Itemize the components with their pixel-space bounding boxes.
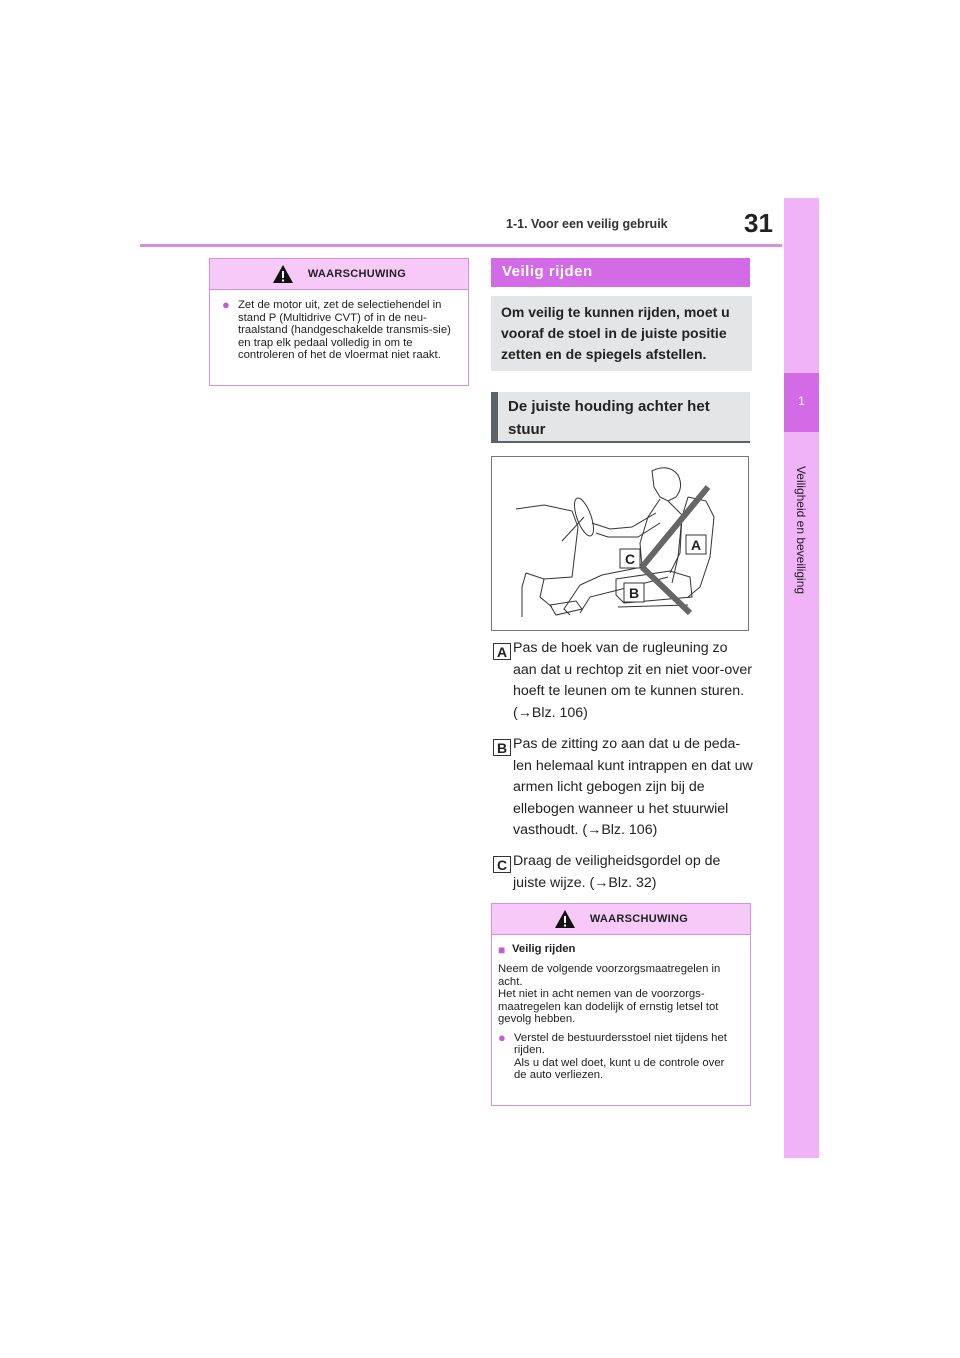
warning-triangle-icon	[272, 264, 294, 284]
section-title: 1-1. Voor een veilig gebruik	[506, 217, 668, 231]
intro-text: Om veilig te kunnen rijden, moet u vooraf de stoel in de juiste positie zetten en de spiegels afstellen.	[491, 296, 752, 371]
warning-subheading	[498, 943, 740, 957]
bullet-icon: ●	[498, 1029, 506, 1045]
warning-box	[209, 258, 469, 386]
warning-title: WAARSCHUWING	[307, 268, 407, 280]
chapter-tab-number: 1	[798, 394, 805, 408]
instruction-text: Pas de hoek van de rugleuning zo aan dat u rechtop zit en niet voor-over hoeft te leunen om te kunnen sturen. (→Blz. 106)	[513, 640, 752, 721]
instruction-label: B	[493, 739, 511, 756]
warning-bullet-item	[498, 1029, 740, 1082]
sub-heading: De juiste houding achter het stuur	[491, 392, 750, 443]
instruction-text: Pas de zitting zo aan dat u de peda-len helemaal kunt intrappen en dat uw armen licht gebogen zijn bij de ellebogen wanneer u het stuurwiel vasthoudt. (→Blz. 106)	[513, 736, 753, 838]
instruction-text: Draag de veiligheidsgordel op de juiste wijze. (→Blz. 32)	[513, 853, 721, 891]
page-number: 31	[744, 208, 773, 238]
warning-text: Neem de volgende voorzorgsmaatregelen in acht. Het niet in acht nemen van de voorzorgs-maatregelen kan dodelijk of ernstig letsel tot gevolg hebben.	[498, 963, 721, 1025]
chapter-tab	[784, 198, 819, 1158]
chapter-tab-label: Veiligheid en beveiliging	[794, 465, 808, 595]
instruction-label: C	[493, 856, 511, 873]
illustration-label-c: C	[625, 551, 636, 567]
warning-title: WAARSCHUWING	[589, 913, 689, 925]
driver-seat-drawing	[492, 457, 748, 630]
illustration-label-b: B	[629, 585, 640, 601]
bullet-icon: ●	[222, 297, 230, 312]
square-bullet-icon: ■	[498, 943, 506, 957]
driving-posture-illustration	[491, 456, 749, 631]
warning-box	[491, 903, 751, 1106]
main-heading: Veilig rijden	[491, 258, 750, 287]
warning-header	[210, 259, 468, 290]
header-rule	[140, 244, 782, 247]
instruction-label: A	[493, 643, 511, 660]
warning-bullet-item	[222, 299, 458, 362]
warning-bullet-text: Verstel de bestuurdersstoel niet tijdens het rijden. Als u dat wel doet, kunt u de controle over de auto verliezen.	[514, 1031, 727, 1081]
illustration-label-a: A	[691, 537, 702, 553]
warning-subheading-text: Veilig rijden	[512, 943, 576, 955]
warning-text: Zet de motor uit, zet de selectiehendel in stand P (Multidrive CVT) of in de neu-traalstand (handgeschakelde transmis-sie) en trap elk pedaal volledig in om te controleren of het de vloermat niet raakt.	[238, 299, 451, 361]
warning-triangle-icon	[554, 909, 576, 929]
warning-header	[492, 904, 750, 935]
